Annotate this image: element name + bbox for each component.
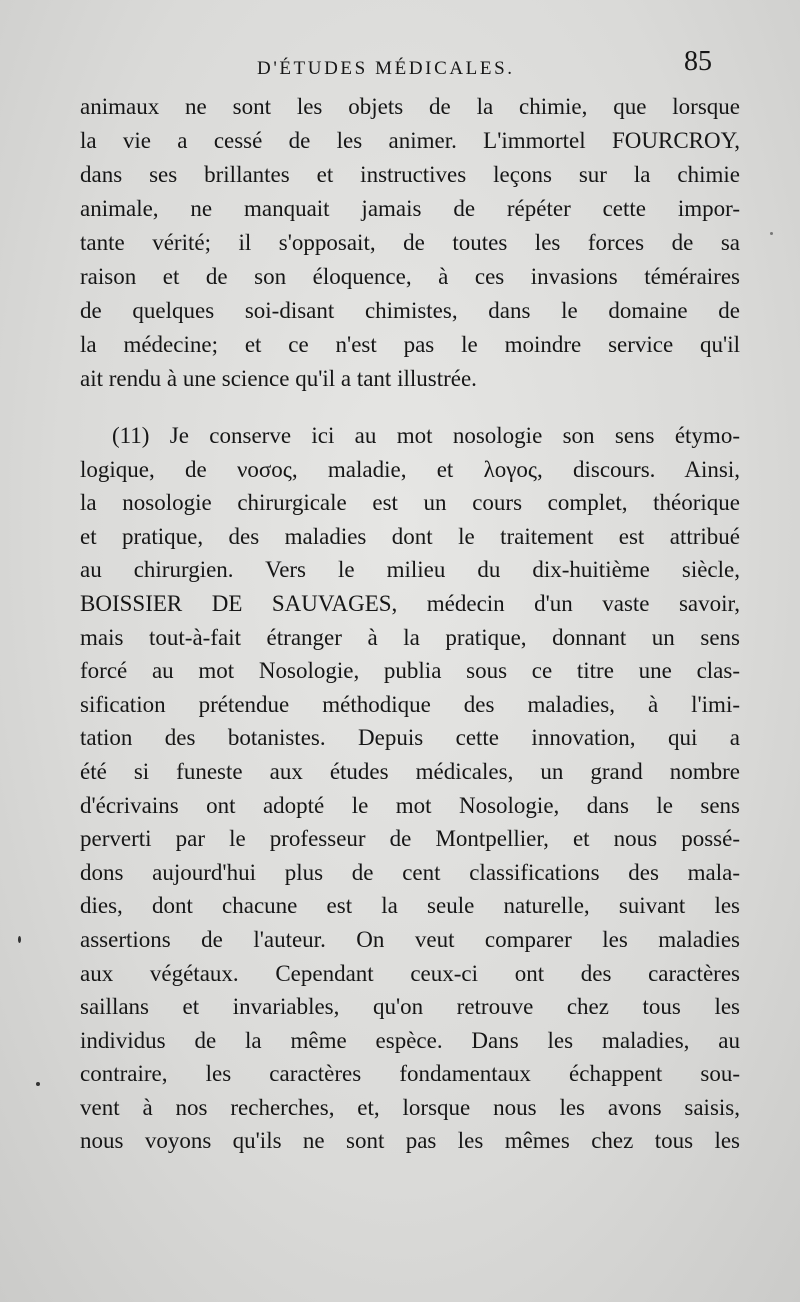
text-line: vent à nos recherches, et, lorsque nous les avons saisis,	[80, 1094, 740, 1120]
note-11-paragraph	[80, 419, 740, 1158]
text-line: sification prétendue méthodique des maladies, à l'imi-	[80, 691, 740, 717]
text-line: dans ses brillantes et instructives leçons sur la chimie	[80, 162, 740, 187]
text-line: la nosologie chirurgicale est un cours complet, théorique	[80, 490, 740, 516]
text-line: de quelques soi-disant chimistes, dans le domaine de	[80, 298, 740, 323]
text-line: dons aujourd'hui plus de cent classifications des mala-	[80, 859, 740, 885]
page-number: 85	[684, 46, 712, 77]
text-line: tante vérité; il s'opposait, de toutes les forces de sa	[80, 230, 740, 255]
page-header	[0, 46, 800, 92]
running-head: D'ÉTUDES MÉDICALES.	[257, 58, 515, 79]
ink-speck	[770, 232, 773, 235]
text-line: animale, ne manquait jamais de répéter cette impor-	[80, 196, 740, 221]
text-line: raison et de son éloquence, à ces invasions téméraires	[80, 264, 740, 289]
text-line: saillans et invariables, qu'on retrouve chez tous les	[80, 994, 740, 1020]
text-line: (11) Je conserve ici au mot nosologie son sens étymo-	[112, 423, 740, 448]
text-line: été si funeste aux études médicales, un grand nombre	[80, 758, 740, 784]
text-line: la médecine; et ce n'est pas le moindre service qu'il	[80, 332, 740, 357]
text-line: assertions de l'auteur. On veut comparer les maladies	[80, 926, 740, 952]
text-line: forcé au mot Nosologie, publia sous ce titre une clas-	[80, 658, 740, 684]
text-line: mais tout-à-fait étranger à la pratique, donnant un sens	[80, 624, 740, 650]
text-line: au chirurgien. Vers le milieu du dix-huitième siècle,	[80, 557, 740, 583]
paragraph-continued	[80, 90, 740, 396]
text-line: contraire, les caractères fondamentaux échappent sou-	[80, 1061, 740, 1087]
text-line: aux végétaux. Cependant ceux-ci ont des caractères	[80, 960, 740, 986]
text-line: nous voyons qu'ils ne sont pas les mêmes chez tous les	[80, 1128, 740, 1154]
text-line: d'écrivains ont adopté le mot Nosologie, dans le sens	[80, 792, 740, 818]
text-line: et pratique, des maladies dont le traitement est attribué	[80, 523, 740, 549]
text-line: tation des botanistes. Depuis cette innovation, qui a	[80, 725, 740, 751]
text-line: animaux ne sont les objets de la chimie, que lorsque	[80, 94, 740, 119]
ink-speck	[18, 936, 21, 943]
text-line: BOISSIER DE SAUVAGES, médecin d'un vaste savoir,	[80, 590, 740, 616]
text-line: logique, de νοσος, maladie, et λογος, discours. Ainsi,	[80, 456, 740, 482]
text-line: dies, dont chacune est la seule naturelle, suivant les	[80, 893, 740, 919]
text-line: ait rendu à une science qu'il a tant illustrée.	[80, 366, 477, 391]
text-line: individus de la même espèce. Dans les maladies, au	[80, 1027, 740, 1053]
text-line: perverti par le professeur de Montpellier, et nous possé-	[80, 826, 740, 852]
text-line: la vie a cessé de les animer. L'immortel FOURCROY,	[80, 128, 740, 153]
ink-speck	[36, 1082, 40, 1086]
